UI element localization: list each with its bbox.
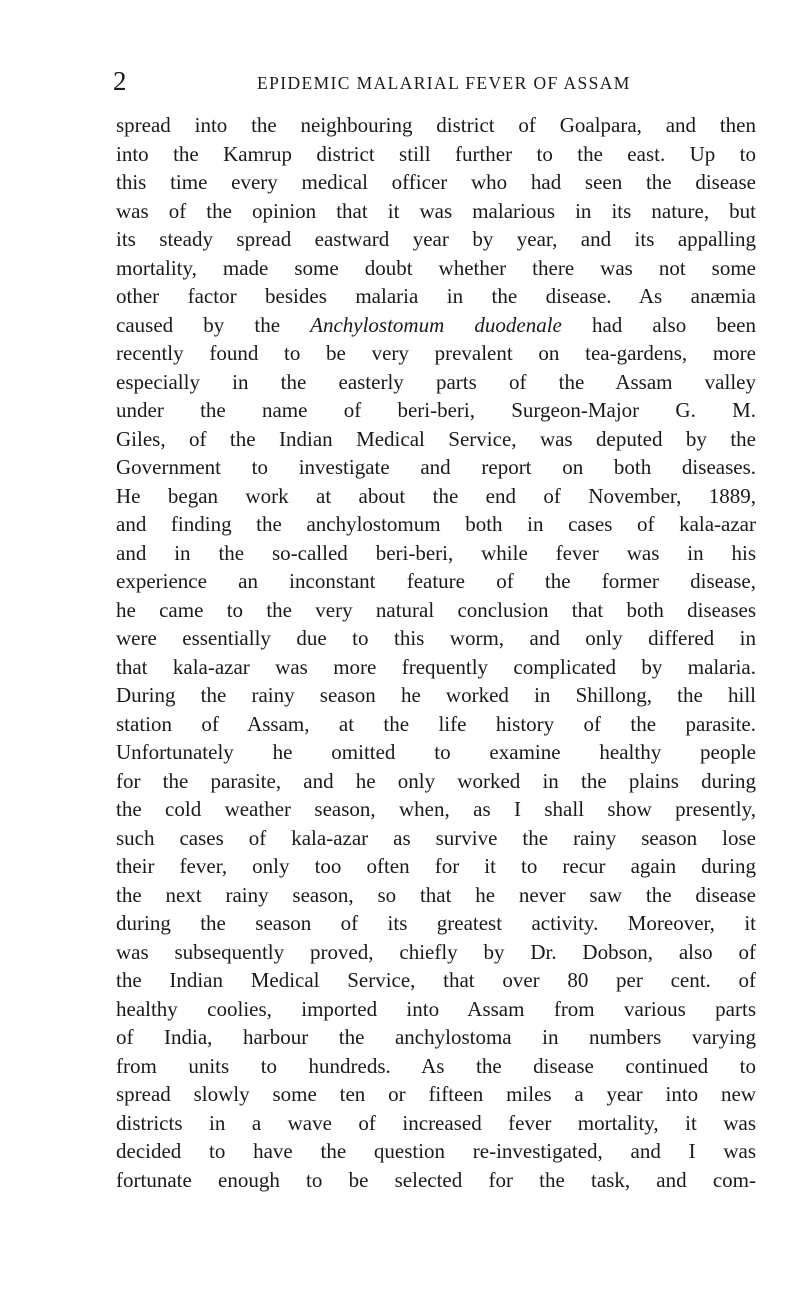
text-line: station of Assam, at the life history of the parasite. bbox=[116, 711, 756, 736]
text-line: was subsequently proved, chiefly by Dr. Dobson, also of bbox=[116, 939, 756, 964]
text-line: During the rainy season he worked in Shillong, the hill bbox=[116, 683, 756, 707]
text-line: and in the so-called beri-beri, while fever was in his bbox=[116, 540, 756, 565]
text-line: recently found to be very prevalent on tea-gardens, more bbox=[116, 341, 756, 365]
text-segment: had also been bbox=[561, 312, 756, 337]
text-line: was of the opinion that it was malarious in its nature, but bbox=[116, 198, 756, 223]
text-line: healthy coolies, imported into Assam from various parts bbox=[116, 996, 756, 1021]
body-paragraph bbox=[116, 111, 756, 1194]
text-line: into the Kamrup district still further to the east. Up to bbox=[116, 141, 756, 166]
text-line: mortality, made some doubt whether there was not some bbox=[116, 255, 756, 280]
text-line: the Indian Medical Service, that over 80 per cent. of bbox=[116, 968, 756, 992]
text-line: especially in the easterly parts of the Assam valley bbox=[116, 369, 756, 394]
text-line: he came to the very natural conclusion that both diseases bbox=[116, 597, 756, 622]
page-header bbox=[113, 66, 753, 100]
text-line: fortunate enough to be selected for the task, and com- bbox=[116, 1167, 756, 1192]
text-line: the next rainy season, so that he never saw the disease bbox=[116, 882, 756, 907]
text-line: its steady spread eastward year by year, and its appalling bbox=[116, 227, 756, 251]
text-line: their fever, only too often for it to recur again during bbox=[116, 854, 756, 878]
text-line: from units to hundreds. As the disease continued to bbox=[116, 1053, 756, 1078]
text-line: experience an inconstant feature of the former disease, bbox=[116, 569, 756, 593]
text-line: Unfortunately he omitted to examine healthy people bbox=[116, 740, 756, 764]
text-line: other factor besides malaria in the disease. As anæmia bbox=[116, 284, 756, 308]
text-line: and finding the anchylostomum both in cases of kala-azar bbox=[116, 512, 756, 536]
text-line: districts in a wave of increased fever mortality, it was bbox=[116, 1110, 756, 1135]
text-segment: caused by the bbox=[116, 312, 311, 337]
italic-species-name: Anchylostomum duodenale bbox=[310, 312, 562, 337]
text-line: Government to investigate and report on both diseases. bbox=[116, 455, 756, 479]
text-line: under the name of beri-beri, Surgeon-Major G. M. bbox=[116, 398, 756, 422]
text-line: Giles, of the Indian Medical Service, was deputed by the bbox=[116, 426, 756, 451]
text-line: for the parasite, and he only worked in the plains during bbox=[116, 768, 756, 793]
text-line: the cold weather season, when, as I shall show presently, bbox=[116, 797, 756, 821]
text-line: decided to have the question re-investigated, and I was bbox=[116, 1139, 756, 1163]
text-line: during the season of its greatest activity. Moreover, it bbox=[116, 911, 756, 935]
text-line-with-italic bbox=[116, 311, 756, 340]
text-line: of India, harbour the anchylostoma in numbers varying bbox=[116, 1025, 756, 1049]
text-line: that kala-azar was more frequently complicated by malaria. bbox=[116, 654, 756, 679]
text-line: were essentially due to this worm, and only differed in bbox=[116, 626, 756, 650]
text-line: He began work at about the end of November, 1889, bbox=[116, 483, 756, 508]
text-line: spread slowly some ten or fifteen miles a year into new bbox=[116, 1082, 756, 1106]
text-line: spread into the neighbouring district of Goalpara, and then bbox=[116, 113, 756, 137]
text-line: such cases of kala-azar as survive the rainy season lose bbox=[116, 825, 756, 850]
page-number: 2 bbox=[113, 66, 127, 96]
text-line: this time every medical officer who had seen the disease bbox=[116, 170, 756, 194]
running-head: EPIDEMIC MALARIAL FEVER OF ASSAM bbox=[257, 73, 631, 93]
